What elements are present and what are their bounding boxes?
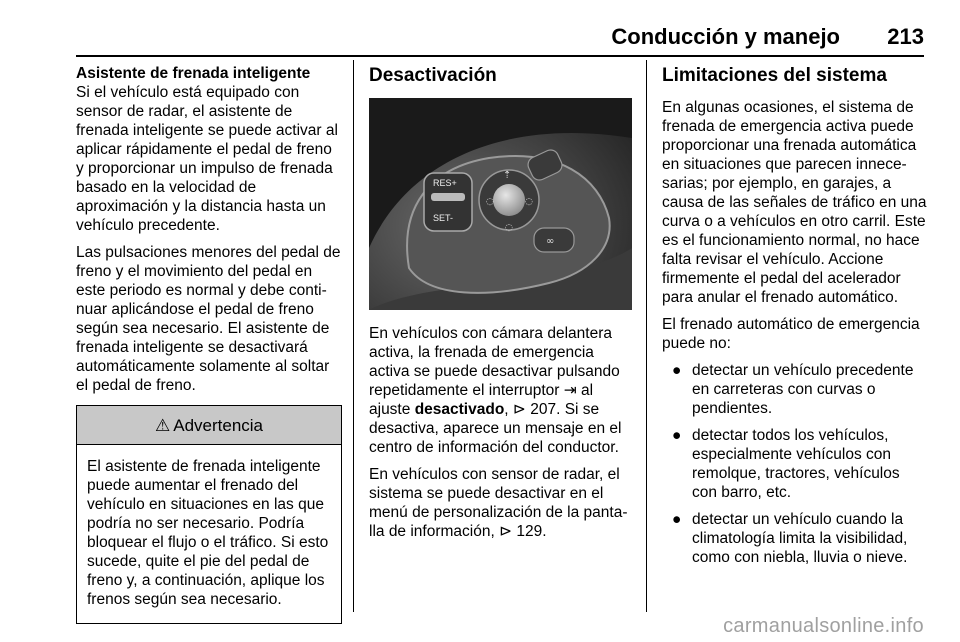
distance-switch-icon: ⇥: [563, 382, 577, 399]
page-reference-icon: ⊳: [499, 523, 513, 540]
steering-wheel-controls-photo: [369, 98, 632, 310]
warning-title: Advertencia: [173, 415, 264, 435]
page-reference-icon: ⊳: [512, 401, 526, 418]
paragraph: El frenado automático de emergencia puede no:: [662, 316, 920, 352]
column-divider-1: [353, 60, 354, 612]
setting-off-label: desactivado: [414, 401, 505, 418]
column-2: [369, 64, 632, 549]
list-item: ● detectar un vehículo precedente en carreteras con curvas o pendientes.: [672, 362, 914, 417]
svg-text:∞: ∞: [546, 236, 555, 247]
warning-header: [77, 406, 341, 445]
steering-wheel-illustration: [369, 98, 632, 310]
watermark: carmanualsonline.info: [723, 615, 924, 637]
column-divider-2: [646, 60, 647, 612]
subheading-brake-assist: Asistente de frenada inteligente: [76, 65, 311, 82]
warning-box: [76, 405, 342, 624]
page-header-title: Conducción y manejo: [611, 24, 840, 49]
svg-text:⇡: ⇡: [503, 170, 512, 181]
paragraph: En algunas ocasiones, el sistema de frenada de emergencia activa puede proporcionar una frenada automática en situaciones que parecen innece-sarias; por ejemplo, en garajes, a causa de las señales de tráfico en una curva o a vehículos en otro carril. Este es el funcionamiento normal, no hace falta revisar el vehículo. Accione firmemente el pedal del acelerador para anular el frenado automático.: [662, 99, 927, 306]
list-item: ● detectar un vehículo cuando la climatología limita la visibilidad, como con niebla, lluvia o nieve.: [672, 511, 908, 566]
warning-triangle-icon: ⚠: [154, 415, 171, 435]
res-label: RES+: [433, 178, 457, 188]
bullet-icon: ●: [672, 427, 682, 444]
bullet-icon: ●: [672, 362, 682, 379]
column-3: [662, 64, 927, 575]
paragraph: Si el vehículo está equipado con sensor de radar, el asistente de frenada inteligente se puede activar al aplicar rápidamente el pedal de freno y proporcionar un impulso de frenada basado en la velocidad de aproximación y la distancia hasta un vehículo precedente.: [76, 84, 338, 234]
column-1: [76, 64, 342, 624]
paragraph: En vehículos con cámara delantera activa, la frenada de emergencia activa se puede desactivar pulsando repetidamente el interruptor ⇥ al ajuste desactivado, ⊳ 207. Si se desactiva, aparece un mensaje en el centro de información del conductor.: [369, 325, 622, 456]
list-item: ● detectar todos los vehículos, especialmente vehículos con remolque, tractores, vehículos con barro, etc.: [672, 427, 900, 501]
bullet-icon: ●: [672, 511, 682, 528]
heading-system-limitations: Limitaciones del sistema: [662, 65, 887, 86]
paragraph: En vehículos con sensor de radar, el sistema se puede desactivar en el menú de personalización de la panta-lla de información, ⊳ 129.: [369, 466, 628, 540]
svg-text:◌: ◌: [505, 223, 513, 233]
paragraph: Las pulsaciones menores del pedal de freno y el movimiento del pedal en este periodo es normal y debe conti-nuar aplicándose el pedal de freno según sea necesario. El asistente de frenada inteligente se desactivará automáticamente solamente al soltar el pedal de freno.: [76, 244, 341, 394]
limitations-list: [662, 361, 927, 567]
page-number: 213: [887, 24, 924, 49]
svg-text:◌: ◌: [525, 197, 533, 207]
svg-text:◌: ◌: [486, 197, 494, 207]
page-reference[interactable]: 207: [530, 401, 557, 418]
heading-deactivation: Desactivación: [369, 65, 497, 86]
header-rule: [76, 55, 924, 57]
set-label: SET-: [433, 213, 454, 223]
warning-body: El asistente de frenada inteligente puede aumentar el frenado del vehículo en situaciones en las que podría no ser necesario. Podría bloquear el flujo o el tráfico. Si esto sucede, quite el pie del pedal de freno y, a continuación, aplique los frenos según sea necesario.: [87, 458, 329, 608]
page-reference[interactable]: 129: [516, 523, 543, 540]
